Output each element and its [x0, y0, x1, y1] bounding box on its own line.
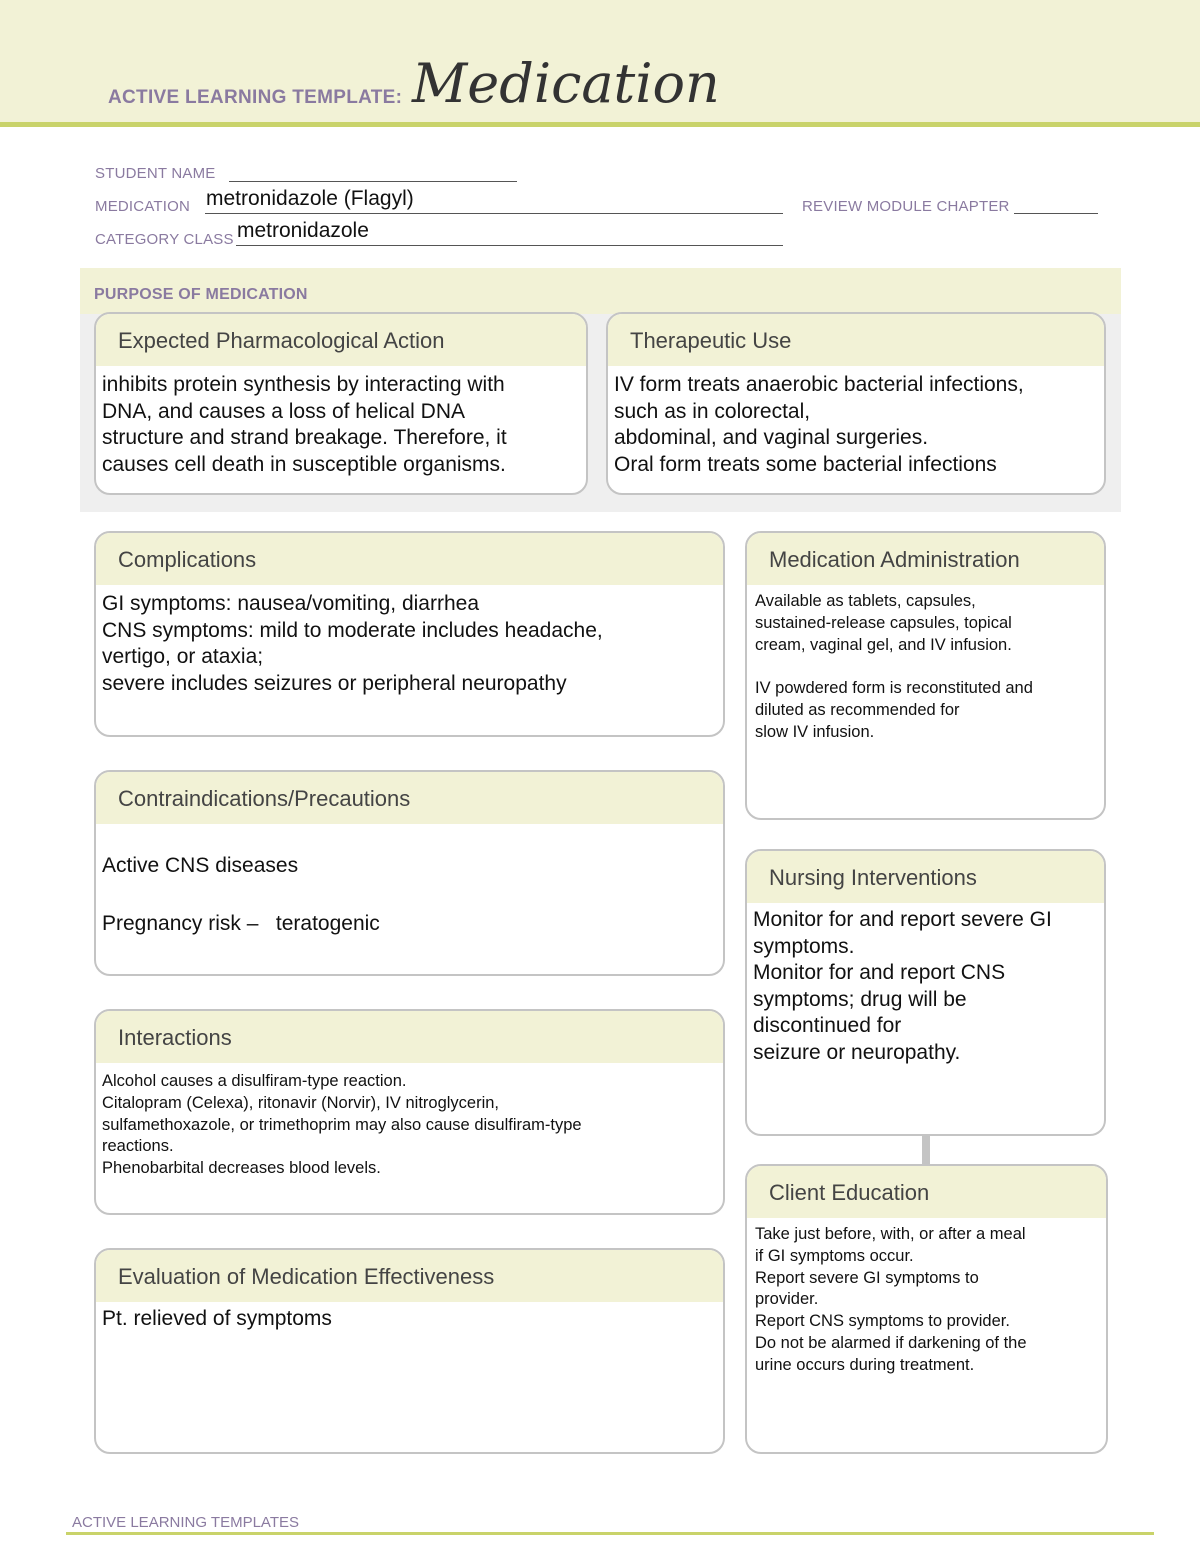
category-class-label: CATEGORY CLASS — [95, 231, 234, 248]
complications-heading: Complications — [96, 533, 723, 585]
medication-field[interactable] — [205, 213, 783, 214]
therapeutic-use-box — [606, 312, 1106, 495]
nursing-interventions-text: Monitor for and report severe GI symptoms. Monitor for and report CNS symptoms; drug will be discontinued for seizure or neuropathy. — [753, 908, 1052, 1064]
interactions-heading: Interactions — [96, 1011, 723, 1063]
interactions-text: Alcohol causes a disulfiram-type reaction. Citalopram (Celexa), ritonavir (Norvir), IV nitroglycerin, sulfamethoxazole, or trimethoprim may also cause disulfiram-type reactions. Phenobarbital decreases blood levels. — [102, 1072, 582, 1178]
medication-value: metronidazole (Flagyl) — [206, 187, 414, 210]
contraindications-heading: Contraindications/Precautions — [96, 772, 723, 824]
contraindication-line-2: Pregnancy risk – teratogenic — [102, 911, 380, 935]
therapeutic-use-heading: Therapeutic Use — [608, 314, 1104, 366]
administration-text: Available as tablets, capsules, sustained-release capsules, topical cream, vaginal gel, and IV infusion. IV powdered form is reconstituted and diluted as recommended for slow IV infusion. — [755, 592, 1033, 741]
box-connector — [922, 1134, 930, 1166]
contraindications-text — [96, 824, 723, 964]
purpose-label: PURPOSE OF MEDICATION — [94, 286, 308, 303]
contraindications-box — [94, 770, 725, 976]
nursing-interventions-box — [745, 849, 1106, 1136]
client-education-heading: Client Education — [747, 1166, 1106, 1218]
medication-label: MEDICATION — [95, 198, 191, 215]
therapeutic-use-text: IV form treats anaerobic bacterial infections, such as in colorectal, abdominal, and vaginal surgeries. Oral form treats some bacterial infections — [614, 373, 1024, 476]
contraindication-line-1: Active CNS diseases — [102, 853, 299, 877]
client-education-box — [745, 1164, 1108, 1454]
expected-action-box — [94, 312, 588, 495]
evaluation-box — [94, 1248, 725, 1454]
client-education-text: Take just before, with, or after a meal if GI symptoms occur. Report severe GI symptoms to provider. Report CNS symptoms to provider. Do not be alarmed if darkening of the urine occurs during treatment. — [755, 1225, 1027, 1374]
review-module-label: REVIEW MODULE CHAPTER — [802, 198, 1010, 215]
student-name-field[interactable] — [229, 181, 517, 182]
review-module-field[interactable] — [1014, 213, 1098, 214]
category-class-value: metronidazole — [237, 219, 369, 242]
page-title: Medication — [412, 52, 720, 115]
footer-label: ACTIVE LEARNING TEMPLATES — [72, 1514, 299, 1531]
evaluation-text: Pt. relieved of symptoms — [102, 1307, 332, 1330]
interactions-box — [94, 1009, 725, 1215]
footer-rule — [66, 1532, 1154, 1535]
evaluation-heading: Evaluation of Medication Effectiveness — [96, 1250, 723, 1302]
category-class-field[interactable] — [236, 245, 783, 246]
header-rule — [0, 122, 1200, 127]
expected-action-heading: Expected Pharmacological Action — [96, 314, 586, 366]
student-name-label: STUDENT NAME — [95, 165, 216, 182]
template-label: ACTIVE LEARNING TEMPLATE: — [108, 87, 403, 108]
complications-box — [94, 531, 725, 737]
nursing-interventions-heading: Nursing Interventions — [747, 851, 1104, 903]
administration-box — [745, 531, 1106, 820]
complications-text: GI symptoms: nausea/vomiting, diarrhea CNS symptoms: mild to moderate includes headache, vertigo, or ataxia; severe includes seizures or peripheral neuropathy — [102, 592, 603, 695]
expected-action-text: inhibits protein synthesis by interacting with DNA, and causes a loss of helical DNA structure and strand breakage. Therefore, it causes cell death in susceptible organisms. — [102, 373, 507, 476]
administration-heading: Medication Administration — [747, 533, 1104, 585]
